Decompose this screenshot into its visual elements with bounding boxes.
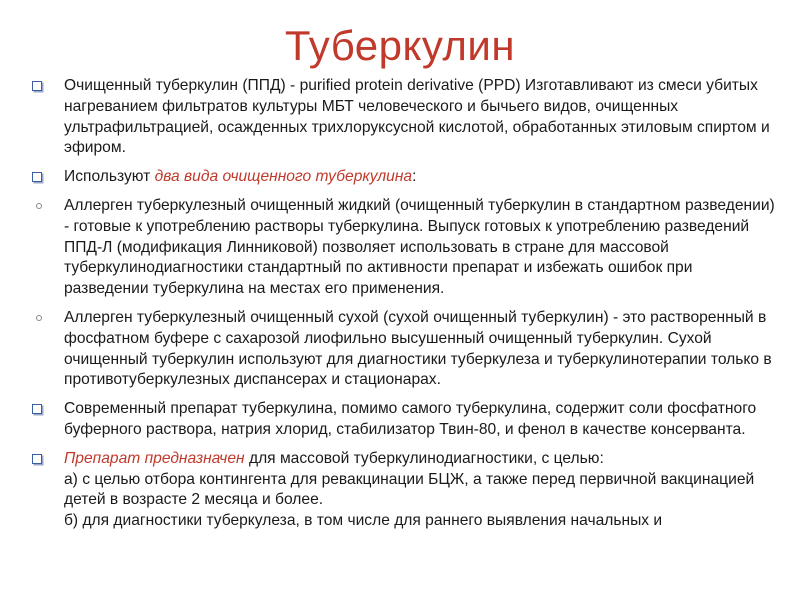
- item-text: Аллерген туберкулезный очищенный сухой (сухой очищенный туберкулин) - это растворенный в фосфатном буфере с сахарозой лиофильно высушенный очищенный туберкулин. Сухой очищенный туберкулин используют для диагностики туберкулеза и туберкулинотерапии только в противотуберкулезных диспансерах и стационарах.: [64, 308, 772, 389]
- list-item-ppd-definition: [30, 76, 775, 159]
- square-bullet-icon: [32, 172, 42, 182]
- purpose-line-b: б) для диагностики туберкулеза, в том числе для раннего выявления начальных и: [64, 512, 663, 530]
- list-item-dry-tuberculin: [30, 308, 775, 391]
- list-item-purpose: [30, 449, 775, 532]
- content-body: [30, 76, 775, 540]
- item-highlight: два вида очищенного туберкулина: [154, 168, 413, 186]
- circle-bullet-icon: [36, 315, 42, 321]
- item-text: Очищенный туберкулин (ППД) - purified protein derivative (PPD) Изготавливают из смеси убитых нагреванием фильтратов культуры МБТ человеческого и бычьего видов, очищенных ультрафильтрацией, осажденных трихлоруксусной кислотой, обработанных этиловым спиртом и эфиром.: [64, 77, 770, 157]
- item-highlight: Препарат предназначен: [64, 449, 245, 467]
- list-item-liquid-tuberculin: [30, 196, 775, 300]
- list-item-composition: [30, 399, 775, 441]
- purpose-line-a: а) с целью отбора контингента для ревакцинации БЦЖ, а также перед первичной вакцинацией детей в возрасте 2 месяца и более.: [64, 470, 755, 509]
- list-item-two-types: [30, 167, 775, 188]
- circle-bullet-icon: [36, 203, 42, 209]
- item-suffix: для массовой туберкулинодиагностики, с целью:: [244, 449, 604, 467]
- item-text: Аллерген туберкулезный очищенный жидкий (очищенный туберкулин в стандартном разведении) - готовые к употреблению растворы туберкулина. Выпуск готовых к употреблению разведений ППД-Л (модификация Линниковой) позволяет использовать в стране для массовой туберкулинодиагностики стандартный по активности препарат и избежать ошибок при разведении туберкулина на местах его применения.: [64, 196, 775, 298]
- square-bullet-icon: [32, 454, 42, 464]
- item-prefix: Используют: [64, 168, 155, 186]
- square-bullet-icon: [32, 81, 42, 91]
- square-bullet-icon: [32, 404, 42, 414]
- page-title: Туберкулин: [284, 22, 516, 69]
- item-text: Современный препарат туберкулина, помимо самого туберкулина, содержит соли фосфатного буферного раствора, натрия хлорид, стабилизатор Твин-80, и фенол в качестве консерванта.: [64, 400, 757, 438]
- item-suffix: :: [412, 168, 417, 186]
